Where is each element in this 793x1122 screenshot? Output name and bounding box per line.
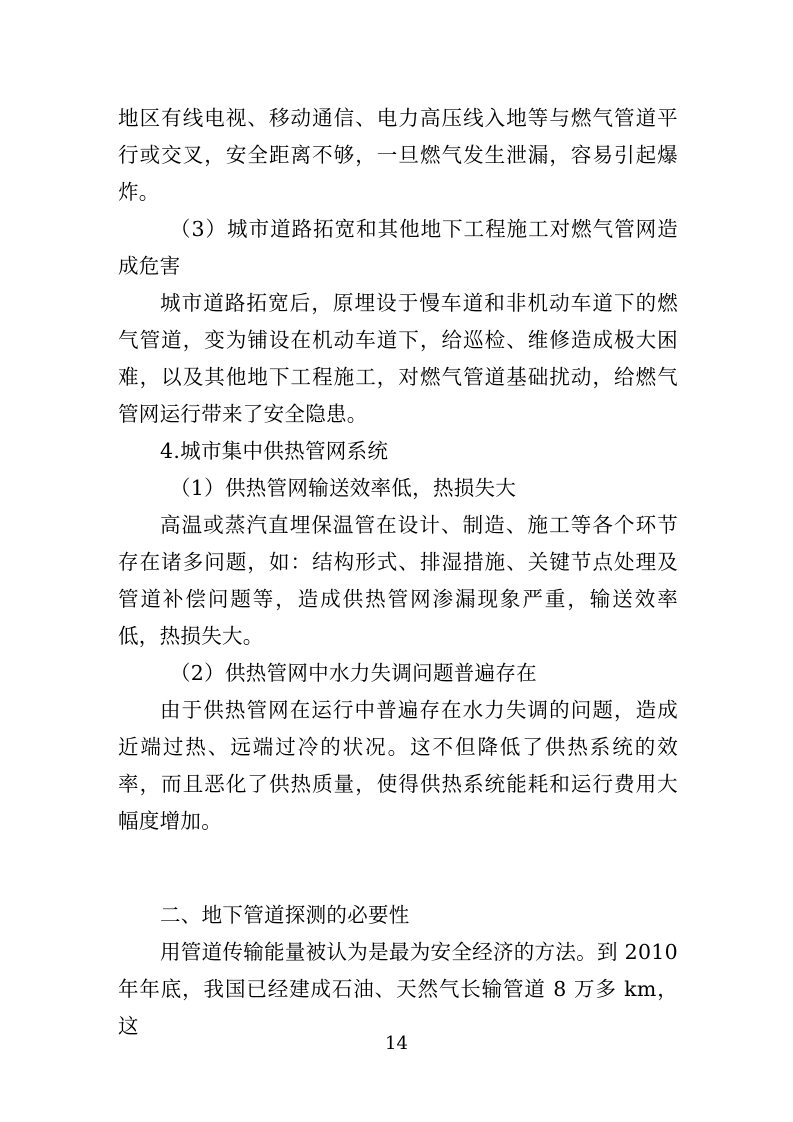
heading-district-heating: 4.城市集中供热管网系统 [160,439,389,463]
page-number: 14 [385,1033,408,1054]
paragraph-hydraulic-imbalance: 由于供热管网在运行中普遍存在水力失调的问题，造成近端过热、远端过冷的状况。这不但降低了供热系统的效率，而且恶化了供热质量，使得供热系统能耗和运行费用大幅度增加。 [118,698,678,833]
paragraph-gas-pipeline-crossing: 地区有线电视、移动通信、电力高压线入地等与燃气管道平行或交叉，安全距离不够，一旦燃气发生泄漏，容易引起爆炸。 [118,106,678,204]
heading-detection-necessity: 二、地下管道探测的必要性 [160,903,410,927]
paragraph-low-efficiency: 高温或蒸汽直埋保温管在设计、制造、施工等各个环节存在诸多问题，如：结构形式、排湿措施、关键节点处理及管道补偿问题等，造成供热管网渗漏现象严重，输送效率低，热损失大。 [118,513,678,648]
subheading-hydraulic-imbalance: （2）供热管网中水力失调问题普遍存在 [170,661,537,685]
subheading-road-widening: （3）城市道路拓宽和其他地下工程施工对燃气管网造成危害 [118,217,678,278]
subheading-low-efficiency: （1）供热管网输送效率低，热损失大 [170,476,517,500]
paragraph-pipeline-transport: 用管道传输能量被认为是最为安全经济的方法。到 2010 年年底，我国已经建成石油、天然气长输管道 8 万多 km，这 [118,940,678,1038]
paragraph-road-widening: 城市道路拓宽后，原埋设于慢车道和非机动车道下的燃气管道，变为铺设在机动车道下，给巡检、维修造成极大困难，以及其他地下工程施工，对燃气管道基础扰动，给燃气管网运行带来了安全隐患。 [118,291,678,426]
